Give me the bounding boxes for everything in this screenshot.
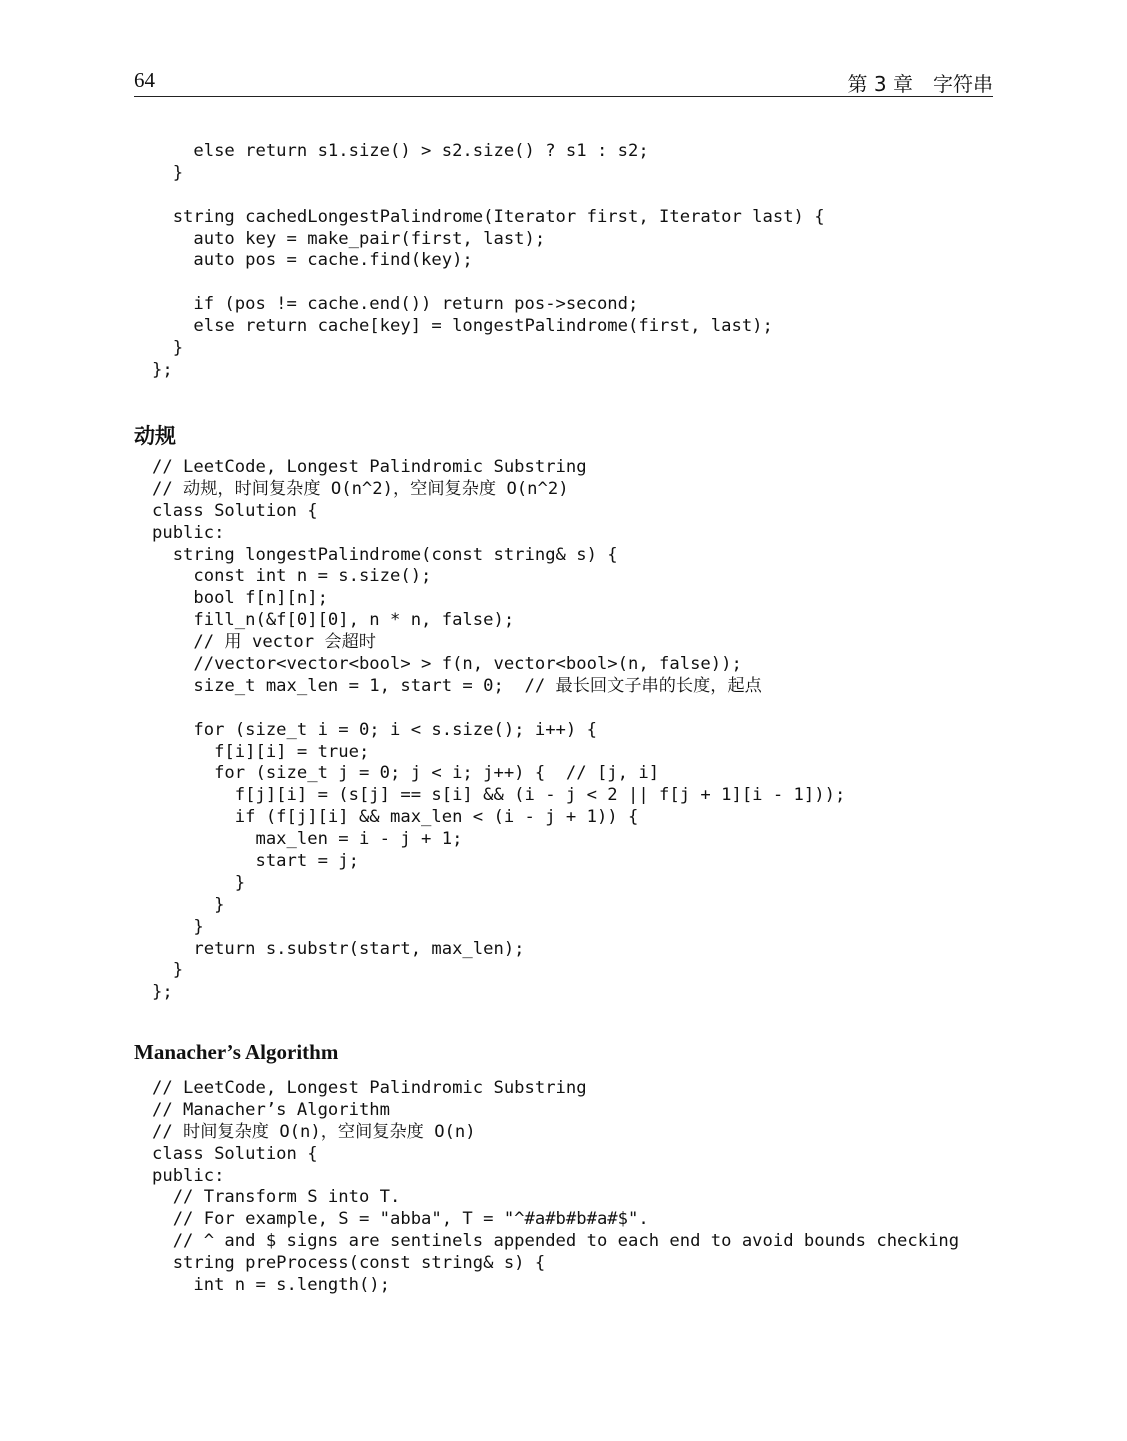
code-line: [152, 272, 825, 294]
code-line: [152, 698, 845, 720]
code-line: // 动规，时间复杂度 O(n^2)，空间复杂度 O(n^2): [152, 478, 569, 499]
header-rule: [134, 96, 993, 97]
code-line: return s.substr(start, max_len);: [152, 938, 525, 959]
code-line: for (size_t i = 0; i < s.size(); i++) {: [152, 719, 597, 740]
code-block-dp: [152, 457, 845, 1004]
code-line: string cachedLongestPalindrome(Iterator first, Iterator last) {: [152, 206, 825, 227]
code-line: // LeetCode, Longest Palindromic Substring: [152, 457, 587, 477]
code-line: }: [152, 338, 184, 359]
code-line: string longestPalindrome(const string& s) {: [152, 544, 618, 565]
code-line: bool f[n][n];: [152, 588, 328, 609]
code-line: if (f[j][i] && max_len < (i - j + 1)) {: [152, 807, 639, 828]
code-line: else return cache[key] = longestPalindrome(first, last);: [152, 316, 773, 337]
code-line: string preProcess(const string& s) {: [152, 1253, 546, 1274]
code-line: }: [152, 894, 225, 915]
code-line: [152, 185, 825, 207]
section-title-dp: 动规: [134, 424, 176, 448]
code-line: auto pos = cache.find(key);: [152, 250, 473, 271]
code-line: }: [152, 872, 246, 893]
code-line: class Solution {: [152, 1143, 318, 1164]
code-line: f[j][i] = (s[j] == s[i] && (i - j < 2 || f[j + 1][i - 1]));: [152, 785, 846, 806]
code-line: }: [152, 960, 184, 981]
code-line: class Solution {: [152, 500, 318, 521]
code-line: // 时间复杂度 O(n)，空间复杂度 O(n): [152, 1121, 476, 1142]
code-line: const int n = s.size();: [152, 566, 432, 587]
code-line: // ^ and $ signs are sentinels appended to each end to avoid bounds checking: [152, 1231, 960, 1252]
code-line: public:: [152, 1165, 225, 1186]
code-line: for (size_t j = 0; j < i; j++) { // [j, i]: [152, 763, 660, 784]
code-line: // Manacher’s Algorithm: [152, 1099, 390, 1120]
code-line: int n = s.length();: [152, 1275, 390, 1296]
code-line: }: [152, 162, 184, 183]
code-line: auto key = make_pair(first, last);: [152, 228, 546, 249]
code-line: //vector<vector<bool> > f(n, vector<bool>(n, false));: [152, 654, 742, 675]
code-line: else return s1.size() > s2.size() ? s1 : s2;: [152, 141, 649, 161]
code-block-manacher: [152, 1078, 959, 1297]
code-line: start = j;: [152, 851, 359, 872]
code-line: // LeetCode, Longest Palindromic Substring: [152, 1078, 587, 1098]
code-line: };: [152, 359, 173, 380]
code-line: max_len = i - j + 1;: [152, 829, 463, 850]
code-line: fill_n(&f[0][0], n * n, false);: [152, 610, 515, 631]
code-line: f[i][i] = true;: [152, 741, 370, 762]
code-line: }: [152, 916, 204, 937]
code-line: // For example, S = "abba", T = "^#a#b#b#a#$".: [152, 1209, 649, 1230]
chapter-title: 第 3 章 字符串: [847, 72, 993, 96]
section-title-manacher: Manacher’s Algorithm: [134, 1040, 339, 1064]
code-line: public:: [152, 522, 225, 543]
code-line: size_t max_len = 1, start = 0; // 最长回文子串的长度，起点: [152, 675, 762, 696]
page-number: 64: [134, 68, 155, 92]
code-line: // 用 vector 会超时: [152, 632, 376, 653]
code-block-cached-palindrome: [152, 141, 825, 382]
code-line: // Transform S into T.: [152, 1187, 401, 1208]
code-line: };: [152, 982, 173, 1003]
code-line: if (pos != cache.end()) return pos->second;: [152, 294, 639, 315]
